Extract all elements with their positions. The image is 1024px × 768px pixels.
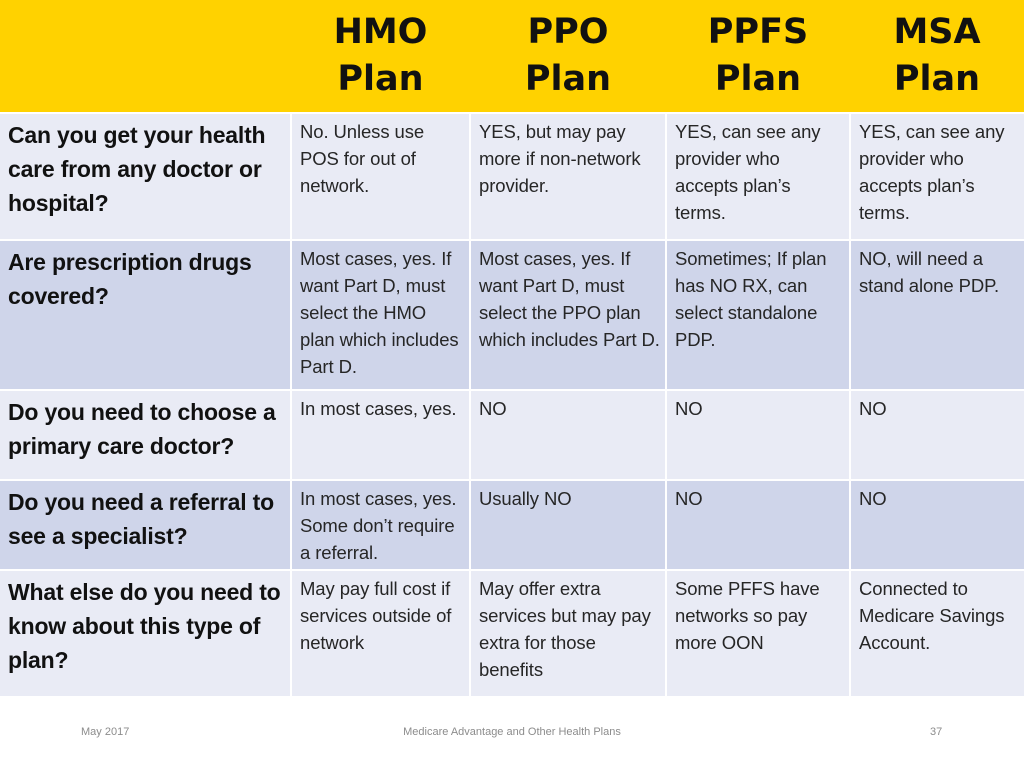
cell-text: No. Unless use POS for out of network. [300,121,425,196]
header-row [0,0,1024,113]
cell-text: NO, will need a stand alone PDP. [859,248,999,296]
row-question-cell [0,570,291,697]
hmo-cell [291,390,470,480]
row-question-cell [0,390,291,480]
cell-text: NO [859,488,887,509]
cell-text: NO [479,398,507,419]
table-row [0,113,1024,240]
ppo-cell [470,570,666,697]
cell-text: Most cases, yes. If want Part D, must select the PPO plan which includes Part D. [479,248,660,350]
header-ppo-line2: Plan [524,59,612,99]
row-question: Can you get your health care from any doctor or hospital? [8,122,266,216]
row-question: Do you need to choose a primary care doctor? [8,399,276,459]
header-ppo [470,0,666,113]
ppo-cell [470,240,666,390]
row-question-cell [0,480,291,570]
header-msa-line1: MSA [893,12,981,52]
header-msa [850,0,1024,113]
header-hmo-line1: HMO [333,12,428,52]
ppfs-cell [666,570,850,697]
msa-cell [850,113,1024,240]
row-question: What else do you need to know about this type of plan? [8,579,281,673]
ppo-cell [470,480,666,570]
cell-text: Connected to Medicare Savings Account. [859,578,1005,653]
ppfs-cell [666,240,850,390]
footer-page-number: 37 [930,726,943,738]
cell-text: In most cases, yes. [300,398,457,419]
row-question-cell [0,240,291,390]
cell-text: YES, can see any provider who accepts plan’s terms. [675,121,821,223]
header-hmo-line2: Plan [337,59,424,99]
ppfs-cell [666,113,850,240]
msa-cell [850,240,1024,390]
cell-text: NO [675,398,703,419]
header-ppo-line1: PPO [527,12,609,52]
ppo-cell [470,390,666,480]
msa-cell [850,390,1024,480]
ppfs-cell [666,480,850,570]
cell-text: May pay full cost if services outside of network [300,578,452,653]
cell-text: Usually NO [479,488,572,509]
hmo-cell [291,240,470,390]
cell-text: NO [859,398,887,419]
ppo-cell [470,113,666,240]
header-msa-line2: Plan [893,59,981,99]
header-ppfs-line1: PPFS [707,12,809,52]
table-row [0,240,1024,390]
hmo-cell [291,480,470,570]
header-ppfs [666,0,850,113]
footer-title: Medicare Advantage and Other Health Plans [403,726,621,738]
table-row [0,390,1024,480]
header-hmo [291,0,470,113]
cell-text: YES, can see any provider who accepts plan’s terms. [859,121,1005,223]
row-question: Are prescription drugs covered? [8,249,252,309]
cell-text: Most cases, yes. If want Part D, must select the HMO plan which includes Part D. [300,248,459,377]
header-ppfs-line2: Plan [714,59,802,99]
ppfs-cell [666,390,850,480]
row-question: Do you need a referral to see a specialist? [8,489,274,549]
cell-text: Sometimes; If plan has NO RX, can select standalone PDP. [675,248,827,350]
hmo-cell [291,113,470,240]
table-row [0,570,1024,697]
cell-text: May offer extra services but may pay extra for those benefits [479,578,651,680]
footer-date: May 2017 [81,726,130,738]
msa-cell [850,570,1024,697]
hmo-cell [291,570,470,697]
msa-cell [850,480,1024,570]
header-corner [0,0,291,113]
cell-text: Some PFFS have networks so pay more OON [675,578,820,653]
cell-text: In most cases, yes. Some don’t require a referral. [300,488,457,563]
table-row [0,480,1024,570]
cell-text: YES, but may pay more if non-network provider. [479,121,641,196]
cell-text: NO [675,488,703,509]
row-question-cell [0,113,291,240]
